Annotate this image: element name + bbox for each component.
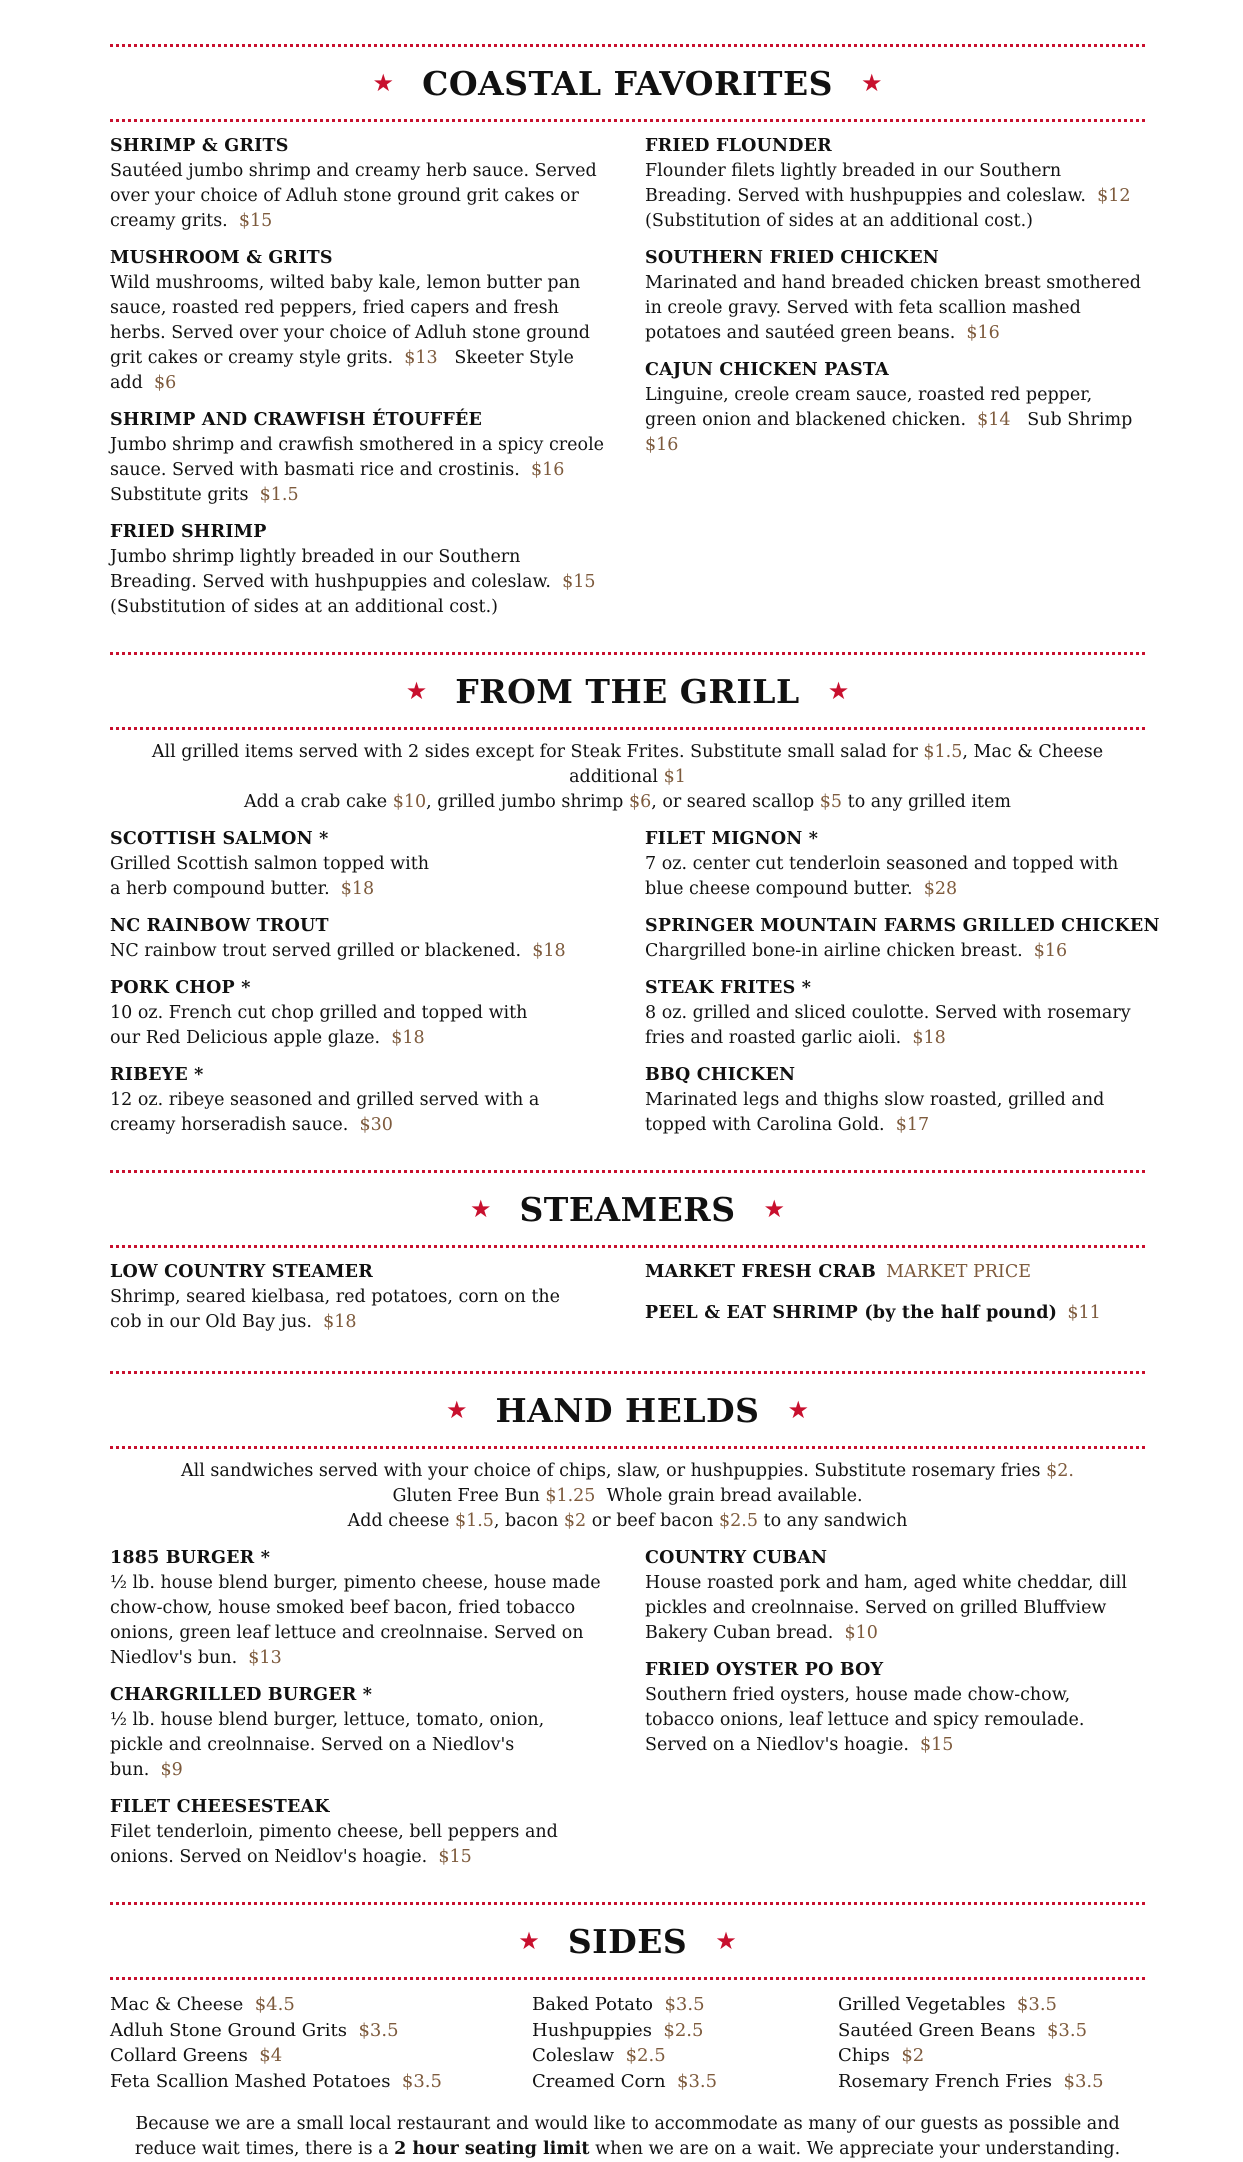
- note-text: , Mac & Cheese additional: [569, 742, 1104, 787]
- side-item: [110, 2069, 532, 2095]
- star-icon: ★: [763, 1195, 786, 1223]
- section-note: [110, 740, 1145, 815]
- item-price: $15: [238, 211, 273, 231]
- section-title: HAND HELDS: [495, 1390, 760, 1430]
- note-text: Gluten Free Bun: [392, 1486, 540, 1506]
- note-text: , grilled jumbo shrimp: [426, 792, 624, 812]
- side-price: $4: [259, 2045, 283, 2066]
- side-name: Coleslaw: [532, 2045, 615, 2066]
- menu-item: [110, 246, 610, 396]
- item-description: Jumbo shrimp and crawfish smothered in a spicy creole sauce. Served with basmati rice and crostinis.: [110, 435, 605, 480]
- menu-column-left: [110, 1260, 610, 1347]
- menu-item: [645, 1546, 1145, 1646]
- footer-text: when we are on a wait. We appreciate your understanding.: [595, 2139, 1121, 2159]
- side-name: Baked Potato: [532, 1994, 654, 2015]
- section-title: COASTAL FAVORITES: [422, 63, 833, 103]
- section-note: [110, 1459, 1145, 1534]
- side-name: Adluh Stone Ground Grits: [110, 2019, 348, 2041]
- side-price: $2: [901, 2045, 925, 2066]
- item-price: $18: [912, 1028, 946, 1048]
- menu-item: [645, 1658, 1145, 1758]
- item-name: FRIED OYSTER PO BOY: [645, 1660, 884, 1680]
- menu-item: [110, 520, 610, 620]
- menu-item: [110, 1795, 610, 1870]
- item-description: 7 oz. center cut tenderloin seasoned and topped with blue cheese compound butter.: [645, 854, 1119, 899]
- note-price: $1: [663, 767, 686, 787]
- item-description: Flounder filets lightly breaded in our Southern Breading. Served with hushpuppies and coleslaw.: [645, 161, 1086, 206]
- item-name: FILET CHEESESTEAK: [110, 1797, 330, 1817]
- side-name: Rosemary French Fries: [838, 2070, 1053, 2092]
- item-name: STEAK FRITES *: [645, 978, 812, 998]
- side-item: [838, 2069, 1104, 2095]
- item-addon-price: $16: [645, 435, 679, 455]
- item-addon-label: Skeeter Style add: [110, 348, 574, 393]
- side-price: $3.5: [1046, 2019, 1088, 2041]
- side-name: Collard Greens: [110, 2045, 248, 2066]
- menu-item: [110, 408, 610, 508]
- menu-item: [645, 1260, 1145, 1285]
- menu-item: [645, 134, 1145, 234]
- menu-item: [110, 827, 610, 902]
- section-header: [110, 1170, 1145, 1248]
- menu-column-right: [645, 827, 1160, 1150]
- item-name: 1885 BURGER *: [110, 1548, 271, 1568]
- item-note: (Substitution of sides at an additional cost.): [110, 597, 498, 617]
- side-item: [532, 1992, 838, 2018]
- menu-item: [645, 358, 1145, 458]
- item-substitute-label: Substitute grits: [110, 485, 249, 505]
- note-price: $1.5: [923, 742, 963, 762]
- star-icon: ★: [518, 1927, 540, 1955]
- item-name: PORK CHOP *: [110, 978, 251, 998]
- side-price: $2.5: [663, 2019, 704, 2041]
- side-price: $3.5: [1016, 1994, 1057, 2015]
- item-addon-price: $6: [153, 373, 177, 393]
- sides-column: [532, 1992, 838, 2094]
- star-icon: ★: [469, 1195, 492, 1223]
- item-description: Southern fried oysters, house made chow-chow, tobacco onions, leaf lettuce and spicy remoulade. Served on a Niedlov's hoagie.: [645, 1685, 1085, 1755]
- side-item: [532, 2043, 838, 2069]
- note-text: to any sandwich: [763, 1511, 908, 1531]
- menu-item: [110, 914, 610, 964]
- item-price: $15: [562, 572, 596, 592]
- item-price: $17: [895, 1115, 930, 1135]
- menu-column-right: [645, 134, 1145, 632]
- star-icon: ★: [445, 1396, 468, 1424]
- note-text: , bacon: [493, 1511, 559, 1531]
- side-item: [110, 2043, 532, 2069]
- item-description: 8 oz. grilled and sliced coulotte. Served with rosemary fries and roasted garlic aioli.: [645, 1003, 1131, 1048]
- menu-item: [645, 827, 1145, 902]
- menu-item: [110, 134, 610, 234]
- section-from-the-grill: [110, 652, 1160, 1150]
- note-price: $2.5: [718, 1511, 758, 1531]
- menu-item: [110, 1063, 610, 1138]
- star-icon: ★: [860, 69, 883, 97]
- section-title: SIDES: [567, 1921, 688, 1961]
- item-description: ½ lb. house blend burger, lettuce, tomato, onion, pickle and creolnnaise. Served on a Niedlov's bun.: [110, 1710, 545, 1780]
- note-price: $5: [819, 792, 843, 812]
- side-item: [838, 1992, 1104, 2018]
- menu-item: [645, 914, 1160, 964]
- item-description: Grilled Scottish salmon topped with a herb compound butter.: [110, 854, 430, 899]
- menu-item: [645, 246, 1145, 346]
- item-name: SOUTHERN FRIED CHICKEN: [645, 248, 939, 268]
- item-description: 12 oz. ribeye seasoned and grilled served with a creamy horseradish sauce.: [110, 1090, 540, 1135]
- item-description: 10 oz. French cut chop grilled and topped with our Red Delicious apple glaze.: [110, 1003, 528, 1048]
- item-name: FRIED SHRIMP: [110, 522, 267, 542]
- section-hand-helds: [110, 1371, 1145, 1882]
- item-name: SHRIMP & GRITS: [110, 136, 289, 156]
- section-title: FROM THE GRILL: [455, 671, 800, 711]
- footer-bold-text: 2 hour seating limit: [394, 2139, 590, 2159]
- item-name: SCOTTISH SALMON *: [110, 829, 329, 849]
- item-name: RIBEYE *: [110, 1065, 204, 1085]
- note-price: $2.: [1046, 1461, 1074, 1481]
- side-price: $3.5: [401, 2070, 442, 2092]
- note-text: , or seared scallop: [651, 792, 815, 812]
- menu-item: [110, 1683, 610, 1783]
- item-name: MARKET FRESH CRAB: [645, 1262, 876, 1282]
- section-steamers: [110, 1170, 1145, 1347]
- side-name: Feta Scallion Mashed Potatoes: [110, 2070, 391, 2092]
- item-description: Marinated and hand breaded chicken breast smothered in creole gravy. Served with feta scallion mashed potatoes and sautéed green beans.: [645, 273, 1141, 343]
- seating-policy-note: [110, 2112, 1145, 2162]
- note-text: or beef bacon: [591, 1511, 714, 1531]
- menu-item: [110, 1260, 610, 1335]
- item-note: (Substitution of sides at an additional cost.): [645, 211, 1033, 231]
- item-description: Jumbo shrimp lightly breaded in our Southern Breading. Served with hushpuppies and coleslaw.: [110, 547, 551, 592]
- item-name: BBQ CHICKEN: [645, 1065, 796, 1085]
- menu-column-left: [110, 134, 610, 632]
- item-price: $18: [532, 941, 566, 961]
- item-price: $18: [391, 1028, 425, 1048]
- item-description: ½ lb. house blend burger, pimento cheese, house made chow-chow, house smoked beef bacon, fried tobacco onions, green leaf lettuce and creolnnaise. Served on Niedlov's bun.: [110, 1573, 601, 1668]
- item-price: $16: [1033, 941, 1068, 961]
- side-name: Grilled Vegetables: [838, 1994, 1006, 2015]
- side-name: Sautéed Green Beans: [838, 2019, 1036, 2041]
- item-description: Wild mushrooms, wilted baby kale, lemon butter pan sauce, roasted red peppers, fried capers and fresh herbs. Served over your choice of Adluh stone ground grit cakes or creamy style grits.: [110, 273, 590, 368]
- item-description: House roasted pork and ham, aged white cheddar, dill pickles and creolnnaise. Served on grilled Bluffview Bakery Cuban bread.: [645, 1573, 1127, 1643]
- note-price: $1.5: [454, 1511, 494, 1531]
- item-price: $15: [438, 1847, 472, 1867]
- item-name: CAJUN CHICKEN PASTA: [645, 360, 889, 380]
- menu-column-left: [110, 827, 610, 1150]
- item-description: Marinated legs and thighs slow roasted, grilled and topped with Carolina Gold.: [645, 1090, 1105, 1135]
- section-header: [110, 1371, 1145, 1449]
- item-description: Chargrilled bone-in airline chicken breast.: [645, 941, 1023, 961]
- side-price: $3.5: [1063, 2070, 1104, 2092]
- side-item: [838, 2018, 1104, 2044]
- star-icon: ★: [715, 1927, 737, 1955]
- note-price: $6: [628, 792, 652, 812]
- note-text: Whole grain bread available.: [606, 1486, 863, 1506]
- menu-item: [110, 976, 610, 1051]
- note-text: to any grilled item: [847, 792, 1012, 812]
- item-description: Filet tenderloin, pimento cheese, bell peppers and onions. Served on Neidlov's hoagie.: [110, 1822, 558, 1867]
- item-name: MUSHROOM & GRITS: [110, 248, 333, 268]
- item-price: $16: [530, 460, 565, 480]
- item-price: $13: [404, 348, 438, 368]
- item-name: LOW COUNTRY STEAMER: [110, 1262, 373, 1282]
- item-description: Linguine, creole cream sauce, roasted red pepper, green onion and blackened chicken.: [645, 385, 1093, 430]
- item-name: FRIED FLOUNDER: [645, 136, 832, 156]
- note-text: Add cheese: [347, 1511, 450, 1531]
- side-price: $4.5: [254, 1994, 295, 2015]
- item-price: MARKET PRICE: [886, 1262, 1031, 1282]
- footer-text: Because we are a small local restaurant and would like to accommodate as many of our guests as possible and reduce wait times, there is a: [134, 2114, 1120, 2159]
- section-coastal-favorites: [110, 44, 1145, 632]
- note-price: $10: [392, 792, 427, 812]
- item-substitute-price: $1.5: [259, 485, 299, 505]
- item-price: $12: [1097, 186, 1131, 206]
- note-price: $2: [563, 1511, 587, 1531]
- star-icon: ★: [372, 69, 395, 97]
- item-description: Sautéed jumbo shrimp and creamy herb sauce. Served over your choice of Adluh stone ground grit cakes or creamy grits.: [110, 161, 597, 231]
- item-price: $16: [966, 323, 1000, 343]
- section-header: [110, 652, 1145, 730]
- item-name: COUNTRY CUBAN: [645, 1548, 828, 1568]
- side-price: $3.5: [677, 2070, 718, 2092]
- sides-column: [110, 1992, 532, 2094]
- item-price: $15: [920, 1735, 954, 1755]
- section-sides: [110, 1902, 1145, 2094]
- side-name: Chips: [838, 2045, 890, 2066]
- star-icon: ★: [787, 1396, 810, 1424]
- section-header: [110, 1902, 1145, 1980]
- menu-column-right: [645, 1546, 1145, 1882]
- star-icon: ★: [827, 677, 850, 705]
- menu-page: [110, 0, 1160, 2162]
- side-name: Mac & Cheese: [110, 1994, 244, 2015]
- item-name: NC RAINBOW TROUT: [110, 916, 329, 936]
- item-price: $9: [160, 1760, 183, 1780]
- item-name: SPRINGER MOUNTAIN FARMS GRILLED CHICKEN: [645, 916, 1160, 936]
- item-price: $18: [340, 879, 375, 899]
- item-name: CHARGRILLED BURGER *: [110, 1685, 373, 1705]
- menu-column-right: [645, 1260, 1145, 1347]
- item-name: SHRIMP AND CRAWFISH ÉTOUFFÉE: [110, 410, 483, 430]
- side-item: [838, 2043, 1104, 2069]
- menu-item: [645, 1063, 1145, 1138]
- note-text: All grilled items served with 2 sides except for Steak Frites. Substitute small salad for: [151, 742, 918, 762]
- menu-column-left: [110, 1546, 610, 1882]
- item-price: $30: [359, 1115, 393, 1135]
- side-name: Creamed Corn: [532, 2070, 666, 2092]
- menu-item: [645, 976, 1145, 1051]
- item-name: PEEL & EAT SHRIMP (by the half pound): [645, 1303, 1058, 1323]
- item-description: NC rainbow trout served grilled or blackened.: [110, 941, 522, 961]
- item-price: $13: [248, 1648, 282, 1668]
- item-price: $10: [844, 1623, 878, 1643]
- menu-item: [645, 1301, 1145, 1326]
- side-name: Hushpuppies: [532, 2019, 652, 2041]
- menu-item: [110, 1546, 610, 1671]
- item-description: Shrimp, seared kielbasa, red potatoes, corn on the cob in our Old Bay jus.: [110, 1287, 561, 1332]
- sides-list: [110, 1992, 1145, 2094]
- side-price: $3.5: [358, 2019, 399, 2041]
- sides-column: [838, 1992, 1104, 2094]
- side-item: [110, 1992, 532, 2018]
- note-text: Add a crab cake: [243, 792, 388, 812]
- item-price: $14: [977, 410, 1011, 430]
- side-price: $3.5: [664, 1994, 705, 2015]
- item-price: $18: [323, 1312, 357, 1332]
- side-item: [532, 2018, 838, 2044]
- note-text: All sandwiches served with your choice of chips, slaw, or hushpuppies. Substitute rosemary fries: [181, 1461, 1041, 1481]
- item-price: $11: [1067, 1303, 1101, 1323]
- item-name: FILET MIGNON *: [645, 829, 819, 849]
- item-price: $28: [923, 879, 958, 899]
- star-icon: ★: [405, 677, 428, 705]
- section-header: [110, 44, 1145, 122]
- side-item: [532, 2069, 838, 2095]
- side-price: $2.5: [625, 2045, 666, 2066]
- note-price: $1.25: [545, 1486, 596, 1506]
- section-title: STEAMERS: [519, 1189, 736, 1229]
- item-addon-label: Sub Shrimp: [1027, 410, 1133, 430]
- side-item: [110, 2018, 532, 2044]
